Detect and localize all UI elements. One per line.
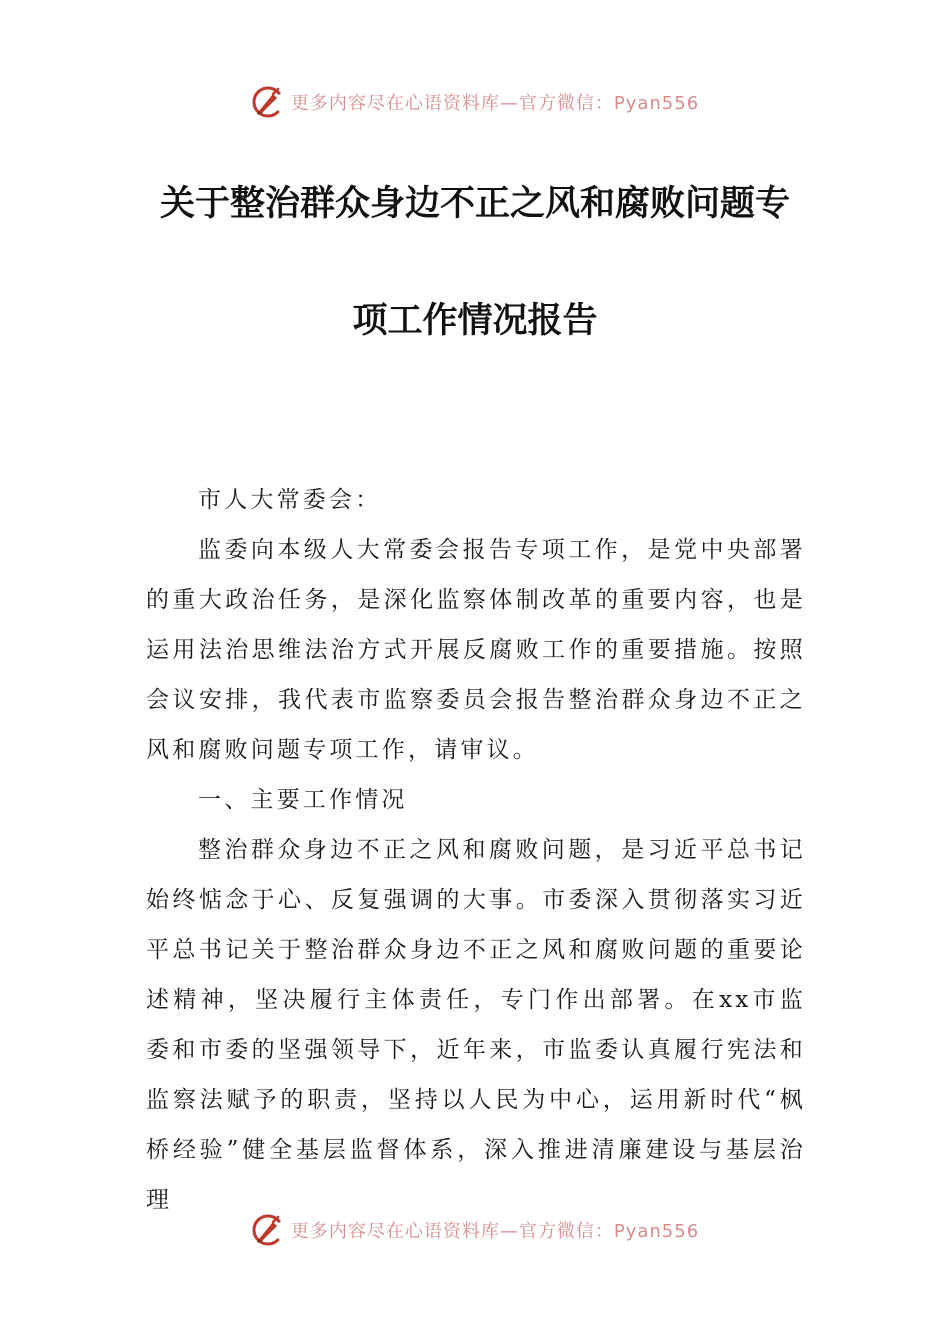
watermark-header [0, 82, 950, 122]
section-heading: 一、主要工作情况 [198, 787, 408, 813]
paragraph: 监委向本级人大常委会报告专项工作，是党中央部署的重大政治任务，是深化监察体制改革的重要内容，也是运用法治思维法治方式开展反腐败工作的重要措施。按照会议安排，我代表市监察委员会报告整治群众身边不正之风和腐败问题专项工作，请审议。 [146, 537, 806, 763]
watermark-footer [0, 1210, 950, 1250]
pen-nib-logo-icon [251, 85, 285, 119]
document-body [146, 475, 806, 1225]
pen-nib-logo-icon [251, 1213, 285, 1247]
document-title-line-2: 项工作情况报告 [352, 301, 598, 341]
watermark-text: 更多内容尽在心语资料库—官方微信：Pyan556 [290, 1221, 700, 1242]
salutation: 市人大常委会： [198, 487, 382, 513]
document-title-line-1: 关于整治群众身边不正之风和腐败问题专 [159, 184, 790, 224]
paragraph: 整治群众身边不正之风和腐败问题，是习近平总书记始终惦念于心、反复强调的大事。市委深入贯彻落实习近平总书记关于整治群众身边不正之风和腐败问题的重要论述精神，坚决履行主体责任，专门作出部署。在xx市监委和市委的坚强领导下，近年来，市监委认真履行宪法和监察法赋予的职责，坚持以人民为中心，运用新时代“枫桥经验”健全基层监督体系，深入推进清廉建设与基层治理 [146, 837, 806, 1213]
watermark-text: 更多内容尽在心语资料库—官方微信：Pyan556 [290, 93, 700, 114]
